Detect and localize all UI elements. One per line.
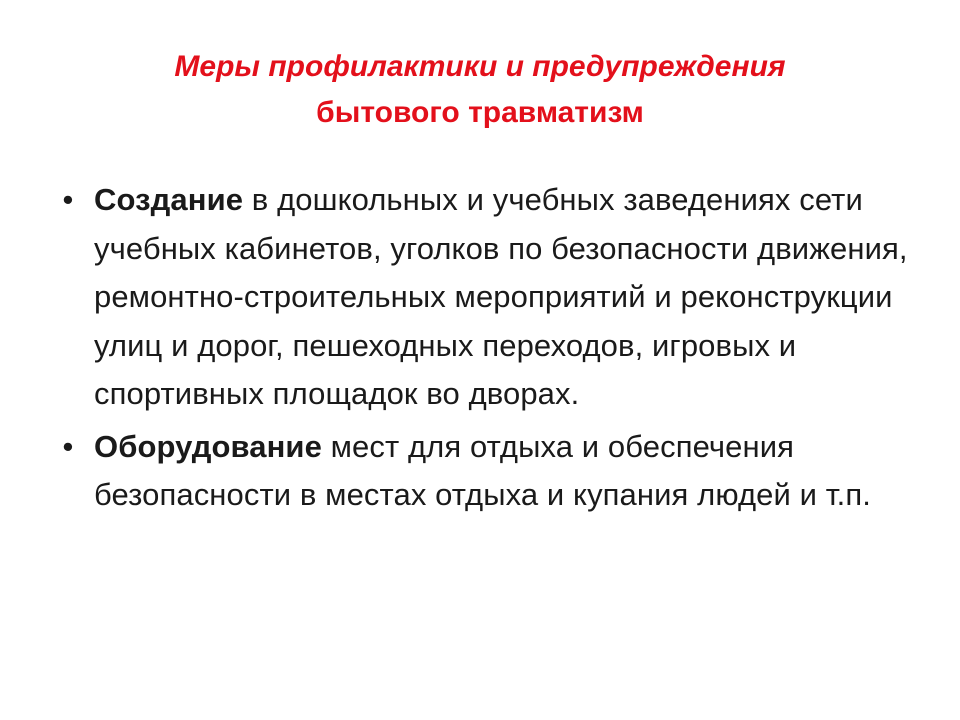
bullet-dot-icon: • <box>62 428 74 464</box>
bullet-text: мест для отдыха и обеспечения безопасности в местах отдыха и купания людей и т.п. <box>94 428 871 512</box>
bullet-term: Создание <box>94 182 244 217</box>
bullet-item-equipment <box>56 423 916 520</box>
bullet-text: в дошкольных и учебных заведениях сети учебных кабинетов, уголков по безопасности движения, ремонтно-строительных мероприятий и реконструкции улиц и дорог, пешеходных переходов, игровых и спортивных площадок во дворах. <box>94 182 908 411</box>
bullet-dot-icon: • <box>62 182 74 217</box>
slide-title <box>60 44 900 136</box>
bullet-term: Оборудование <box>94 428 322 464</box>
bullet-list <box>56 176 916 524</box>
title-line-1: Меры профилактики и предупреждения <box>174 50 786 83</box>
bullet-item-creation <box>56 176 916 419</box>
title-line-2: бытового травматизм <box>316 96 644 129</box>
